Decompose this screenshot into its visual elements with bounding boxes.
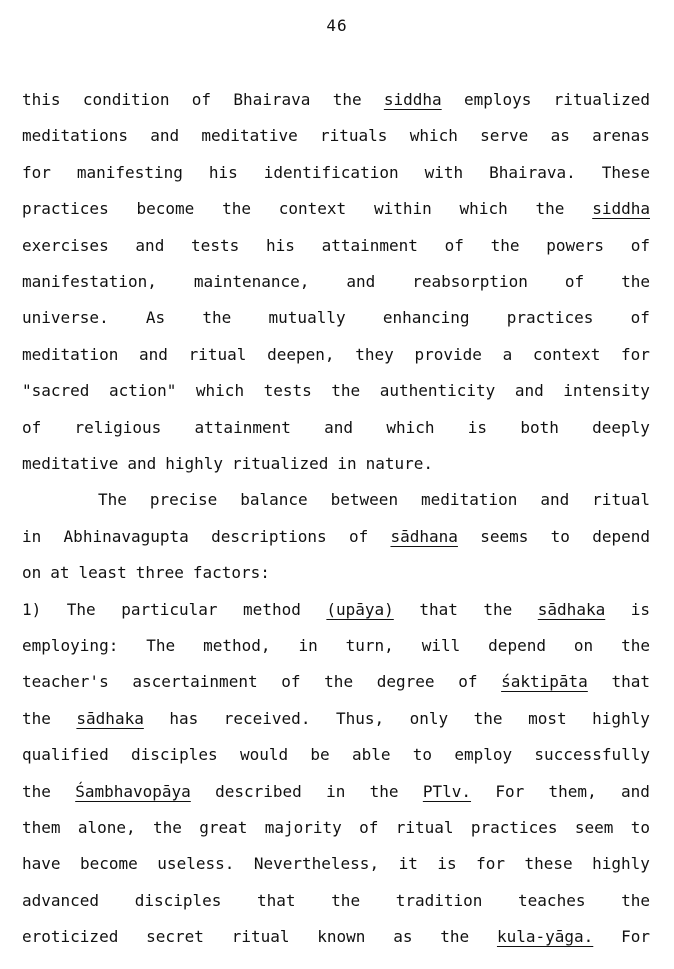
word: become [80,854,138,874]
word: of [630,308,650,328]
word: with [424,162,464,182]
word: of [191,90,212,109]
word: rituals [320,126,388,146]
word: serve [480,126,529,146]
underlined-term: siddha [383,90,442,109]
word: practices [506,308,594,328]
word: ritual [395,818,454,837]
word: tests [191,235,240,255]
text-line [22,236,650,256]
word: the [332,90,362,109]
word: nature. [365,454,434,473]
underlined-term: (upāya) [326,599,394,619]
word: ritual [231,927,290,947]
text-line [22,381,650,401]
text-line [22,418,650,438]
word: eroticized [22,927,119,947]
word: and [127,454,157,473]
word: has [169,708,199,728]
text-line [22,927,650,947]
word: on [22,563,42,583]
word: between [330,490,399,510]
word: degree [376,672,435,692]
word: meditation [22,344,119,364]
word: is [630,599,650,619]
word: least [78,563,127,583]
word: of [564,272,585,291]
word: practices [470,818,558,837]
word: depend [592,526,650,546]
word: in [337,454,357,473]
text-line [22,345,650,365]
word: and [514,381,544,401]
word: both [520,417,559,437]
word: For [495,781,525,801]
word: is [467,417,488,437]
word: the [535,199,565,219]
word: which [459,199,508,219]
text-line [22,782,650,802]
word: alone, [77,818,136,837]
word: powers [546,235,605,255]
text-line [22,90,650,110]
word: intensity [563,381,650,401]
word: manifestation, [22,272,157,291]
word: depend [488,636,546,655]
word: maintenance, [193,272,310,291]
word: turn, [345,636,394,655]
page-number: 46 [326,16,348,35]
word: Abhinavagupta [63,526,189,546]
word: have [22,854,61,874]
word: able [351,745,391,765]
text-line [22,454,650,474]
word: highly [592,708,650,728]
word: As [145,308,166,328]
word: factors: [192,563,270,583]
word: that [257,890,296,910]
word: 1) [22,599,42,619]
word: a [502,344,513,364]
word: meditative [22,454,119,473]
word: precise [149,490,218,510]
word: to [630,818,650,837]
word: as [393,927,413,947]
word: it [398,854,418,874]
word: the [22,708,51,728]
word: tests [263,381,312,401]
word: Bhairava. [489,162,576,182]
word: seem [574,818,614,837]
word: ritualized [232,454,329,473]
word: to [550,526,570,546]
word: religious [74,417,162,437]
word: Nevertheless, [253,854,380,874]
word: action" [108,381,177,401]
word: deeply [592,417,650,437]
text-line [22,163,650,183]
word: within [373,199,432,219]
underlined-term: Śambhavopāya [75,781,191,801]
word: identification [263,162,399,182]
word: received. [223,708,311,728]
word: attainment [321,235,418,255]
word: The [146,636,176,655]
word: manifesting [76,162,183,182]
word: disciples [134,890,222,910]
word: context [532,344,601,364]
word: meditative [201,126,298,146]
word: employing: [22,636,119,655]
text-line [22,199,650,219]
word: attainment [194,417,291,437]
word: advanced [22,890,100,910]
word: at [50,563,70,583]
word: practices [22,199,109,219]
word: Thus, [335,708,385,728]
word: meditation [421,490,518,510]
word: his [265,235,295,255]
word: authenticity [379,381,496,401]
word: would [239,745,289,765]
text-line [22,745,650,765]
word: three [135,563,184,583]
text-line [22,126,650,146]
underlined-term: sādhana [390,526,458,546]
word: employs [463,90,532,109]
word: his [208,162,238,182]
word: qualified [22,745,109,765]
word: the [483,599,513,619]
word: that [611,672,650,692]
word: ascertainment [132,672,258,692]
word: for [22,162,51,182]
word: them, [548,781,597,801]
word: will [421,636,461,655]
text-line [98,490,650,510]
text-line [22,527,650,547]
word: of [359,818,379,837]
word: method [243,599,301,619]
word: and [150,126,180,146]
word: of [22,417,42,437]
text-line [22,818,650,838]
word: context [278,199,347,219]
word: the [490,235,520,255]
word: these [524,854,573,874]
text-line [22,600,650,620]
word: the [331,890,361,910]
word: on [573,636,594,655]
word: of [348,526,369,546]
word: tradition [395,890,483,910]
word: in [326,781,346,801]
word: which [195,381,245,401]
word: These [601,162,650,182]
word: teaches [518,890,586,910]
word: ritual [592,490,650,510]
word: the [324,672,354,692]
word: to [412,745,433,765]
text-line [22,709,650,729]
word: in [298,636,318,655]
word: balance [240,490,308,510]
word: and [135,235,165,255]
word: descriptions [211,526,327,546]
word: the [440,927,470,947]
word: the [621,890,650,910]
word: and [324,417,354,437]
word: and [139,344,168,364]
word: ritual [188,344,247,364]
word: as [550,126,570,146]
word: the [152,818,182,837]
word: successfully [534,745,650,765]
word: ritualized [553,90,650,109]
word: arenas [592,126,650,146]
word: of [281,672,301,692]
word: reabsorption [412,272,528,291]
word: particular [121,599,218,619]
word: seems [480,526,529,546]
word: the [473,708,503,728]
word: the [202,308,232,328]
underlined-term: PTlv. [422,781,472,801]
word: the [331,381,361,401]
word: The [66,599,96,619]
word: known [317,927,366,947]
word: useless. [157,854,235,874]
word: the [22,781,51,801]
word: them [22,818,61,837]
word: most [528,708,567,728]
word: condition [82,90,170,109]
word: become [136,199,195,219]
word: that [419,599,458,619]
word: of [458,672,478,692]
word: is [437,854,457,874]
underlined-term: sādhaka [76,708,144,728]
word: For [621,927,650,947]
word: which [409,126,458,146]
word: and [540,490,570,510]
word: secret [146,927,204,947]
word: of [444,235,464,255]
word: enhancing [382,308,470,328]
word: great [199,818,248,837]
word: and [621,781,650,801]
word: this [22,90,61,109]
word: method, [203,636,271,655]
word: they [355,344,394,364]
word: only [409,708,449,728]
word: The [98,490,127,510]
word: which [386,417,435,437]
text-line [22,308,650,328]
text-line [22,672,650,692]
word: the [621,636,650,655]
word: Bhairava [233,90,311,109]
text-line [22,563,650,583]
text-line [22,854,650,874]
text-line [22,891,650,911]
underlined-term: sādhaka [537,599,606,619]
word: deepen, [267,344,335,364]
text-line [22,272,650,292]
word: described [215,781,302,801]
word: disciples [130,745,218,765]
underlined-term: siddha [592,199,650,219]
word: employ [454,745,513,765]
word: the [222,199,251,219]
word: highly [592,854,650,874]
text-line [22,636,650,656]
word: be [310,745,330,765]
word: "sacred [22,381,90,401]
word: the [369,781,399,801]
word: majority [264,818,342,837]
word: the [621,272,650,291]
word: provide [414,344,482,364]
word: highly [165,454,224,473]
underlined-term: kula-yāga. [496,927,594,947]
word: and [346,272,376,291]
word: in [22,526,42,546]
word: teacher's [22,672,109,692]
word: exercises [22,235,109,255]
word: of [630,235,650,255]
word: meditations [22,126,128,146]
word: for [621,344,650,364]
word: for [476,854,505,874]
underlined-term: śaktipāta [501,672,588,692]
word: mutually [268,308,346,328]
word: universe. [22,308,109,328]
